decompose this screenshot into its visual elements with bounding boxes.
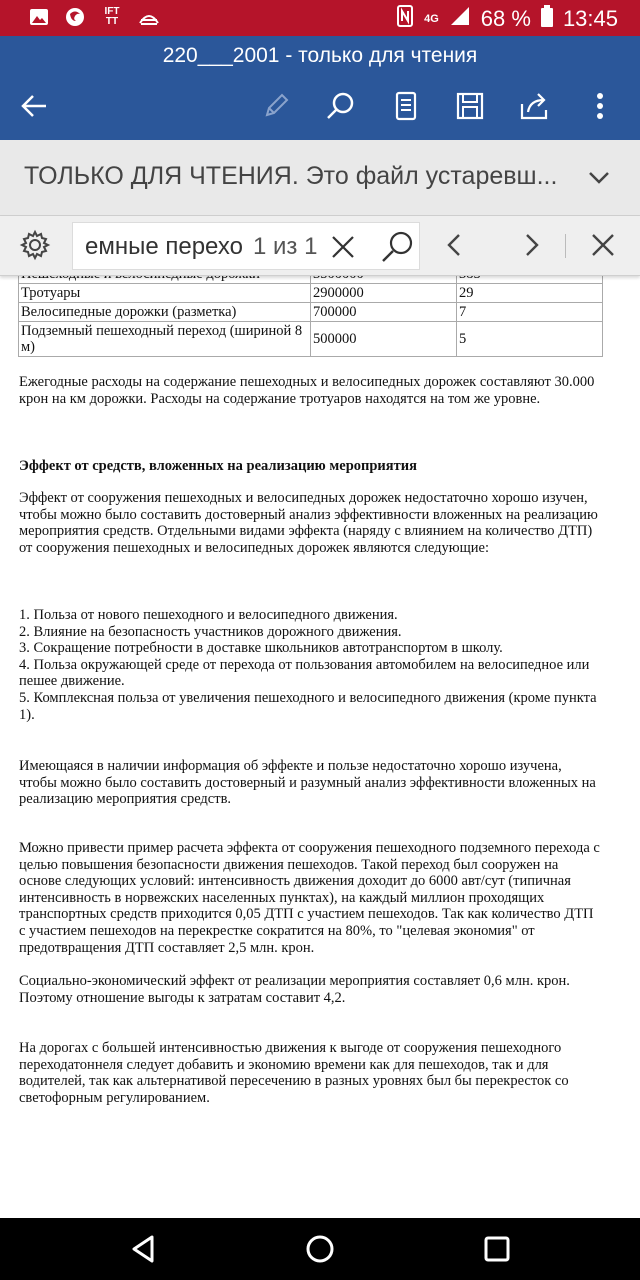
table-row	[19, 322, 603, 357]
list-item: 2. Влияние на безопасность участников дорожного движения.	[19, 623, 402, 640]
section-heading: Эффект от средств, вложенных на реализацию мероприятия	[19, 458, 417, 474]
recents-square-icon[interactable]	[480, 1232, 514, 1266]
ifttt-icon: IFT TT	[104, 6, 120, 27]
home-circle-icon[interactable]	[303, 1232, 337, 1266]
pencil-icon	[261, 91, 291, 121]
table-cell: 2900000	[311, 284, 457, 303]
battery-icon	[541, 5, 553, 33]
more-options-button[interactable]	[580, 86, 620, 126]
find-input[interactable]	[72, 222, 420, 270]
list-item: 1. Польза от нового пешеходного и велосипедного движения.	[19, 607, 398, 623]
cost-table	[18, 264, 603, 357]
table-cell: 700000	[311, 303, 457, 322]
more-vertical-icon	[594, 90, 606, 122]
notification-icons	[28, 6, 160, 28]
save-button[interactable]	[450, 86, 490, 126]
clear-icon[interactable]	[329, 233, 357, 261]
table-cell: Подземный пешеходный переход (шириной 8 м)	[19, 322, 311, 357]
status-bar	[0, 0, 640, 36]
table-row	[19, 303, 603, 322]
chevron-down-icon[interactable]	[586, 164, 612, 190]
table-cell: Велосипедные дорожки (разметка)	[19, 303, 311, 322]
list-item: 3. Сокращение потребности в доставке школьников автотранспортом в школу.	[19, 640, 503, 657]
system-status	[396, 4, 618, 34]
match-count: 1 из 1	[253, 233, 318, 260]
save-icon	[454, 90, 486, 122]
paragraph: Эффект от сооружения пешеходных и велосипедных дорожек недостаточно хорошо изучен, чтобы можно было составить достоверный анализ эффективности вложенных на реализацию мероприятия средств. Отдельными видами эффекта (наряду с влиянием на количество ДТП) от сооружения пешеходных и велосипедных дорожек являются следующие:	[19, 490, 598, 556]
table-cell: 5	[457, 322, 603, 357]
paragraph: Социально-экономический эффект от реализации мероприятия составляет 0,6 млн. крон. Поэтому отношение выгоды к затратам составит 4,2.	[19, 973, 570, 1006]
reading-view-button[interactable]	[386, 86, 426, 126]
mobile-view-icon	[391, 90, 421, 122]
paragraph: Можно привести пример расчета эффекта от сооружения пешеходного подземного перехода с целью повышения безопасности движения пешеходов. Такой переход был сооружен на основе следующих условий: интенсивность движения доходит до 6000 авт/сут (типичная интенсивность в норвежских населенных пунктах), на каждый миллион проходящих транспортных средств приходится 0,05 ДТП с участием пешеходов. Так как количество ДТП с участием пешеходов на перекрестке сократится на 80%, то "целевая экономия" от предотвращения ДТП составляет 2,5 млн. крон.	[19, 840, 600, 956]
document-title: 220___2001 - только для чтения	[162, 44, 478, 67]
table-cell: 29	[457, 284, 603, 303]
list-item: 4. Польза окружающей среде от перехода от пользования автомобилем на велосипедное или пешее движение.	[19, 656, 590, 690]
next-match-icon[interactable]	[516, 230, 546, 260]
table-cell: 500000	[311, 322, 457, 357]
clock: 13:45	[562, 6, 618, 31]
effects-list	[19, 607, 603, 723]
paragraph: Ежегодные расходы на содержание пешеходных и велосипедных дорожек составляют 30.000 крон на км дорожки. Расходы на содержание тротуаров находятся на том же уровне.	[19, 374, 595, 407]
table-cell: 7	[457, 303, 603, 322]
list-item: 5. Комплексная польза от увеличения пешеходного и велосипедного движения (кроме пункта 1).	[19, 689, 597, 723]
share-icon	[518, 90, 550, 122]
search-icon[interactable]	[379, 229, 415, 265]
paragraph: Имеющаяся в наличии информация об эффекте и пользе недостаточно хорошо изучена, чтобы можно было составить достоверный и разумный анализ эффективности вложенных на реализацию мероприятия средств.	[19, 758, 596, 808]
close-icon[interactable]	[588, 230, 618, 260]
table-cell: Тротуары	[19, 284, 311, 303]
battery-percent: 68 %	[480, 6, 531, 31]
app-bar	[0, 36, 640, 140]
document-body[interactable]	[0, 276, 640, 1218]
read-only-banner[interactable]	[0, 140, 640, 216]
firefox-icon	[64, 6, 86, 28]
table-row	[19, 284, 603, 303]
previous-match-icon[interactable]	[440, 230, 470, 260]
signal-icon	[449, 5, 471, 33]
news-icon	[138, 6, 160, 28]
find-bar-divider	[565, 234, 566, 258]
search-button[interactable]	[320, 86, 360, 126]
paragraph: На дорогах с большей интенсивностью движения к выгоде от сооружения пешеходного переходатоннеля следует добавить и экономию времени как для пешеходов, так и для водителей, так как альтернативой пересечению в разных уровнях был бы перекресток со светофорным регулированием.	[19, 1040, 569, 1106]
share-button[interactable]	[514, 86, 554, 126]
gear-icon[interactable]	[18, 228, 52, 262]
back-arrow-icon	[18, 90, 50, 122]
gallery-icon	[28, 6, 50, 28]
back-triangle-icon[interactable]	[126, 1232, 160, 1266]
search-icon	[324, 90, 356, 122]
navigation-bar	[0, 1218, 640, 1280]
find-bar	[0, 216, 640, 276]
network-type: 4G	[424, 13, 439, 25]
banner-text: ТОЛЬКО ДЛЯ ЧТЕНИЯ. Это файл устаревш...	[24, 162, 558, 190]
edit-button[interactable]	[256, 86, 296, 126]
back-button[interactable]	[14, 86, 54, 126]
find-query: емные перехо	[85, 233, 243, 260]
nfc-icon	[396, 4, 414, 34]
